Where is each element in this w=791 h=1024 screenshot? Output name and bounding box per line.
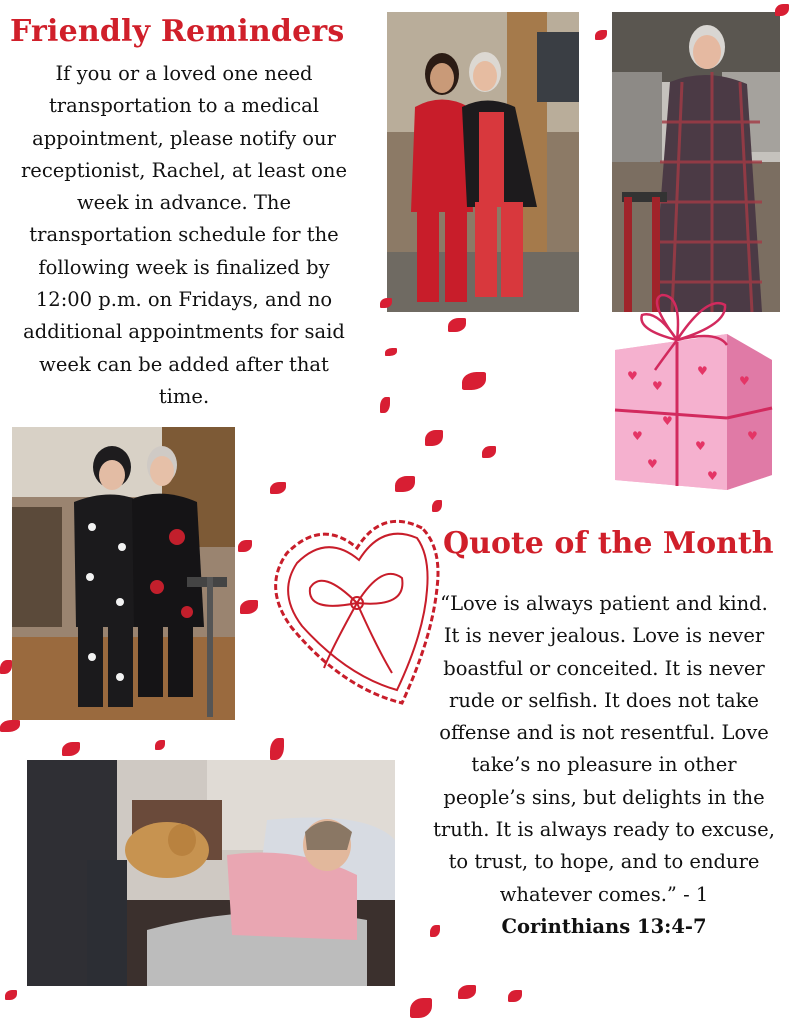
friendly-reminders-title: Friendly Reminders <box>10 14 345 49</box>
petal-decoration <box>595 30 607 40</box>
petal-decoration <box>5 990 17 1000</box>
svg-text:♥: ♥ <box>647 457 658 471</box>
petal-decoration <box>482 446 496 458</box>
svg-text:♥: ♥ <box>632 429 643 443</box>
petal-decoration <box>0 660 12 674</box>
quote-citation: Corinthians 13:4-7 <box>501 914 707 938</box>
quote-body: “Love is always patient and kind. It is never jealous. Love is never boastful or conceited. It is never rude or selfish. It does not take offense and is not resentful. Love take’s no pleasure in other people’s sins, but delights in the truth. It is always ready to excuse, to trust, to hope, and to endure whatever comes.” - 1 <box>433 592 775 906</box>
petal-decoration <box>385 348 397 356</box>
petal-decoration <box>425 430 443 446</box>
photo-two-women-red-pajamas <box>387 12 579 312</box>
petal-decoration <box>62 742 80 756</box>
petal-decoration <box>155 740 165 750</box>
photo-woman-plaid-nightgown <box>612 12 780 312</box>
svg-text:♥: ♥ <box>747 429 758 443</box>
svg-text:♥: ♥ <box>697 364 708 378</box>
quote-text <box>432 588 776 943</box>
heart-bow-illustration <box>262 508 442 708</box>
svg-text:♥: ♥ <box>739 374 750 388</box>
photo-two-women-black-pajamas <box>12 427 235 720</box>
photo-woman-with-dog <box>27 760 395 986</box>
petal-decoration <box>410 998 432 1018</box>
petal-decoration <box>270 738 284 760</box>
quote-of-month-title: Quote of the Month <box>443 526 774 561</box>
petal-decoration <box>380 397 390 413</box>
svg-text:♥: ♥ <box>627 369 638 383</box>
petal-decoration <box>238 540 252 552</box>
svg-text:♥: ♥ <box>707 469 718 483</box>
svg-text:♥: ♥ <box>652 379 663 393</box>
petal-decoration <box>775 4 789 16</box>
petal-decoration <box>270 482 286 494</box>
petal-decoration <box>462 372 486 390</box>
petal-decoration <box>458 985 476 999</box>
petal-decoration <box>448 318 466 332</box>
friendly-reminders-text: If you or a loved one need transportation to a medical appointment, please notify our receptionist, Rachel, at least one week in advance. The transportation schedule for the following week is finalized by 12:00 p.m. on Fridays, and no additional appointments for said week can be added after that time. <box>20 62 347 408</box>
petal-decoration <box>0 720 20 732</box>
petal-decoration <box>240 600 258 614</box>
petal-decoration <box>395 476 415 492</box>
petal-decoration <box>508 990 522 1002</box>
svg-text:♥: ♥ <box>662 414 673 428</box>
svg-text:♥: ♥ <box>695 439 706 453</box>
gift-box-illustration <box>607 290 779 495</box>
